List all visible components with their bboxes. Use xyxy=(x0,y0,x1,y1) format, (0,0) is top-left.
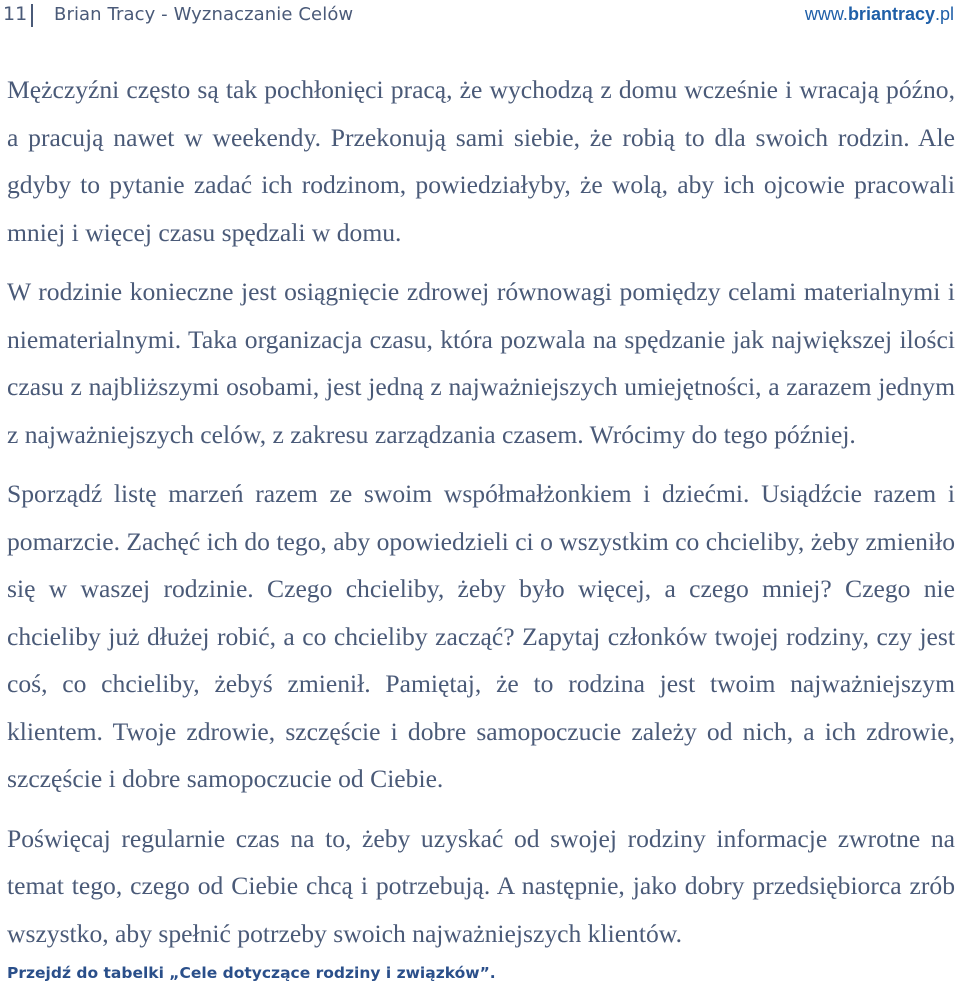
paragraph: W rodzinie konieczne jest osiągnięcie zdrowej równowagi pomiędzy celami materialnymi i niematerialnymi. Taka organizacja czasu, która pozwala na spędzanie jak największej ilości czasu z najbliższymi osobami, jest jedną z najważniejszych umiejętności, a zarazem jednym z najważniejszych celów, z zakresu zarządzania czasem. Wrócimy do tego później. xyxy=(7,277,955,449)
header-divider xyxy=(31,4,33,27)
paragraph: Poświęcaj regularnie czas na to, żeby uzyskać od swojej rodziny informacje zwrotne na temat tego, czego od Ciebie chcą i potrzebują. A następnie, jako dobry przedsiębiorca zrób wszystko, aby spełnić potrzeby swoich najważniejszych klientów. xyxy=(7,823,955,948)
url-suffix: .pl xyxy=(934,4,954,24)
header-title: Brian Tracy - Wyznaczanie Celów xyxy=(54,4,354,25)
body-text xyxy=(7,66,955,969)
paragraph: Sporządź listę marzeń razem ze swoim współmałżonkiem i dziećmi. Usiądźcie razem i pomarzcie. Zachęć ich do tego, aby opowiedzieli ci o wszystkim co chcieliby, żeby zmieniło się w waszej rodzinie. Czego chcieliby, żeby było więcej, a czego mniej? Czego nie chcieliby już dłużej robić, a co chcieliby zacząć? Zapytaj członków twojej rodziny, czy jest coś, co chcieliby, żebyś zmienił. Pamiętaj, że to rodzina jest twoim najważniejszym klientem. Twoje zdrowie, szczęście i dobre samopoczucie zależy od nich, a ich zdrowie, szczęście i dobre samopoczucie od Ciebie. xyxy=(7,479,955,793)
website-link[interactable] xyxy=(805,4,954,25)
paragraph: Mężczyźni często są tak pochłonięci pracą, że wychodzą z domu wcześnie i wracają późno, a pracują nawet w weekendy. Przekonują sami siebie, że robią to dla swoich rodzin. Ale gdyby to pytanie zadać ich rodzinom, powiedziałyby, że wolą, aby ich ojcowie pracowali mniej i więcej czasu spędzali w domu. xyxy=(7,75,955,247)
table-link[interactable]: Przejdź do tabelki „Cele dotyczące rodziny i związków”. xyxy=(7,964,496,982)
page-header xyxy=(0,0,960,34)
page-number: 11 xyxy=(3,3,28,25)
url-brand: briantracy xyxy=(847,4,935,24)
url-prefix: www. xyxy=(804,4,848,24)
